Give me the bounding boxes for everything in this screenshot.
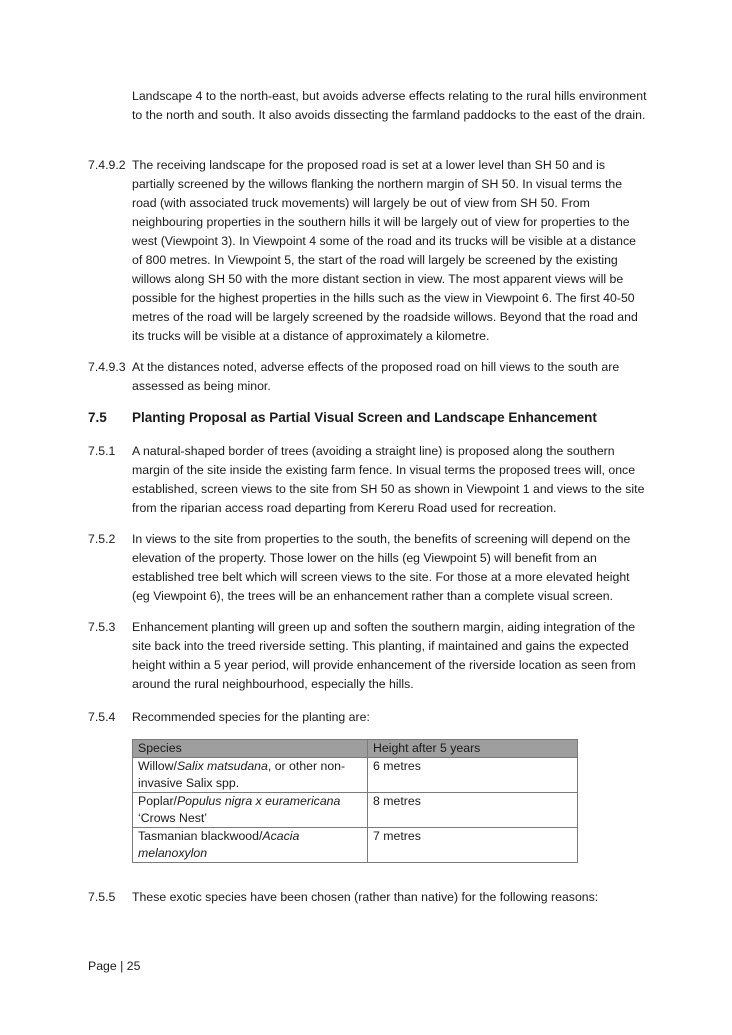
common-name: Poplar/ (138, 794, 177, 808)
paragraph-text: Enhancement planting will green up and soften the southern margin, aiding integration of the site back into the treed riverside setting. This planting, if maintained and gains the expected height within a 5 year period, will provide enhancement of the riverside location as seen from around the rural neighbourhood, especially the hills. (132, 620, 636, 691)
latin-name: Populus nigra x euramericana (176, 794, 341, 808)
paragraph-7-5-4 (88, 708, 648, 727)
paragraph-text: In views to the site from properties to the south, the benefits of screening will depend on the elevation of the property. Those lower on the hills (eg Viewpoint 5) will benefit from an established tree belt which will screen views to the site. For those at a more elevated height (eg Viewpoint 6), the trees will be an enhancement rather than a complete visual screen. (132, 532, 631, 603)
latin-name: Salix matsudana (176, 759, 268, 773)
height-cell: 7 metres (368, 828, 578, 863)
paragraph-text: These exotic species have been chosen (rather than native) for the following reasons: (132, 890, 599, 904)
paragraph-7-5-3 (88, 618, 648, 694)
table-header-row (133, 740, 578, 758)
paragraph-7-4-9-3 (88, 358, 648, 396)
paragraph-number: 7.5.5 (88, 890, 116, 904)
height-cell: 6 metres (368, 758, 578, 793)
common-name: Willow/ (138, 759, 177, 773)
paragraph-7-4-9-2 (88, 156, 648, 346)
paragraph-number: 7.5.3 (88, 620, 116, 634)
paragraph-number: 7.5.2 (88, 532, 116, 546)
paragraph-number: 7.5.1 (88, 444, 116, 458)
latin-name: Acacia melanoxylon (138, 829, 300, 860)
paragraph-number: 7.5.4 (88, 710, 116, 724)
paragraph-text: A natural-shaped border of trees (avoiding a straight line) is proposed along the southern margin of the site inside the existing farm fence. In visual terms the proposed trees will, once established, screen views to the site from SH 50 as shown in Viewpoint 1 and views to the site from the riparian access road departing from Kereru Road used for recreation. (132, 444, 645, 515)
paragraph-number: 7.4.9.2 (88, 158, 126, 172)
paragraph-text: The receiving landscape for the proposed road is set at a lower level than SH 50 and is partially screened by the willows flanking the northern margin of SH 50. In visual terms the road (with associated truck movements) will largely be out of view from SH 50. From neighbouring properties in the southern hills it will be largely out of view for properties to the west (Viewpoint 3). In Viewpoint 4 some of the road and its trucks will be visible at a distance of 800 metres. In Viewpoint 5, the start of the road will largely be screened by the existing willows along SH 50 with the more distant section in view. The most apparent views will be possible for the highest properties in the hills such as the view in Viewpoint 6. The first 40-50 metres of the road will be largely screened by the roadside willows. Beyond that the road and its trucks will be visible at a distance of approximately a kilometre. (132, 158, 638, 343)
section-heading-number: 7.5 (88, 410, 107, 425)
species-cell (133, 793, 368, 828)
column-header-species: Species (133, 740, 368, 758)
table-row (133, 793, 578, 828)
height-cell: 8 metres (368, 793, 578, 828)
section-heading (88, 410, 597, 425)
species-table (132, 739, 578, 863)
table-row (133, 828, 578, 863)
species-cell (133, 758, 368, 793)
species-note: , or other non-invasive Salix spp. (138, 759, 346, 790)
paragraph-number: 7.4.9.3 (88, 360, 126, 374)
paragraph-text: Landscape 4 to the north-east, but avoids adverse effects relating to the rural hills environment to the north and south. It also avoids dissecting the farmland paddocks to the east of the drain. (132, 89, 647, 122)
table-row (133, 758, 578, 793)
paragraph-7-5-1 (88, 442, 648, 518)
species-note: ‘Crows Nest’ (138, 811, 208, 825)
paragraph-7-5-2 (88, 530, 648, 606)
common-name: Tasmanian blackwood/ (138, 829, 263, 843)
column-header-height: Height after 5 years (368, 740, 578, 758)
section-heading-title: Planting Proposal as Partial Visual Screen and Landscape Enhancement (132, 410, 597, 425)
page-footer: Page | 25 (88, 959, 141, 973)
paragraph-text: Recommended species for the planting are: (132, 710, 370, 724)
paragraph-7-5-5 (88, 888, 648, 907)
species-cell (133, 828, 368, 863)
paragraph-text: At the distances noted, adverse effects of the proposed road on hill views to the south are assessed as being minor. (132, 360, 620, 393)
paragraph-continuation (88, 87, 648, 125)
